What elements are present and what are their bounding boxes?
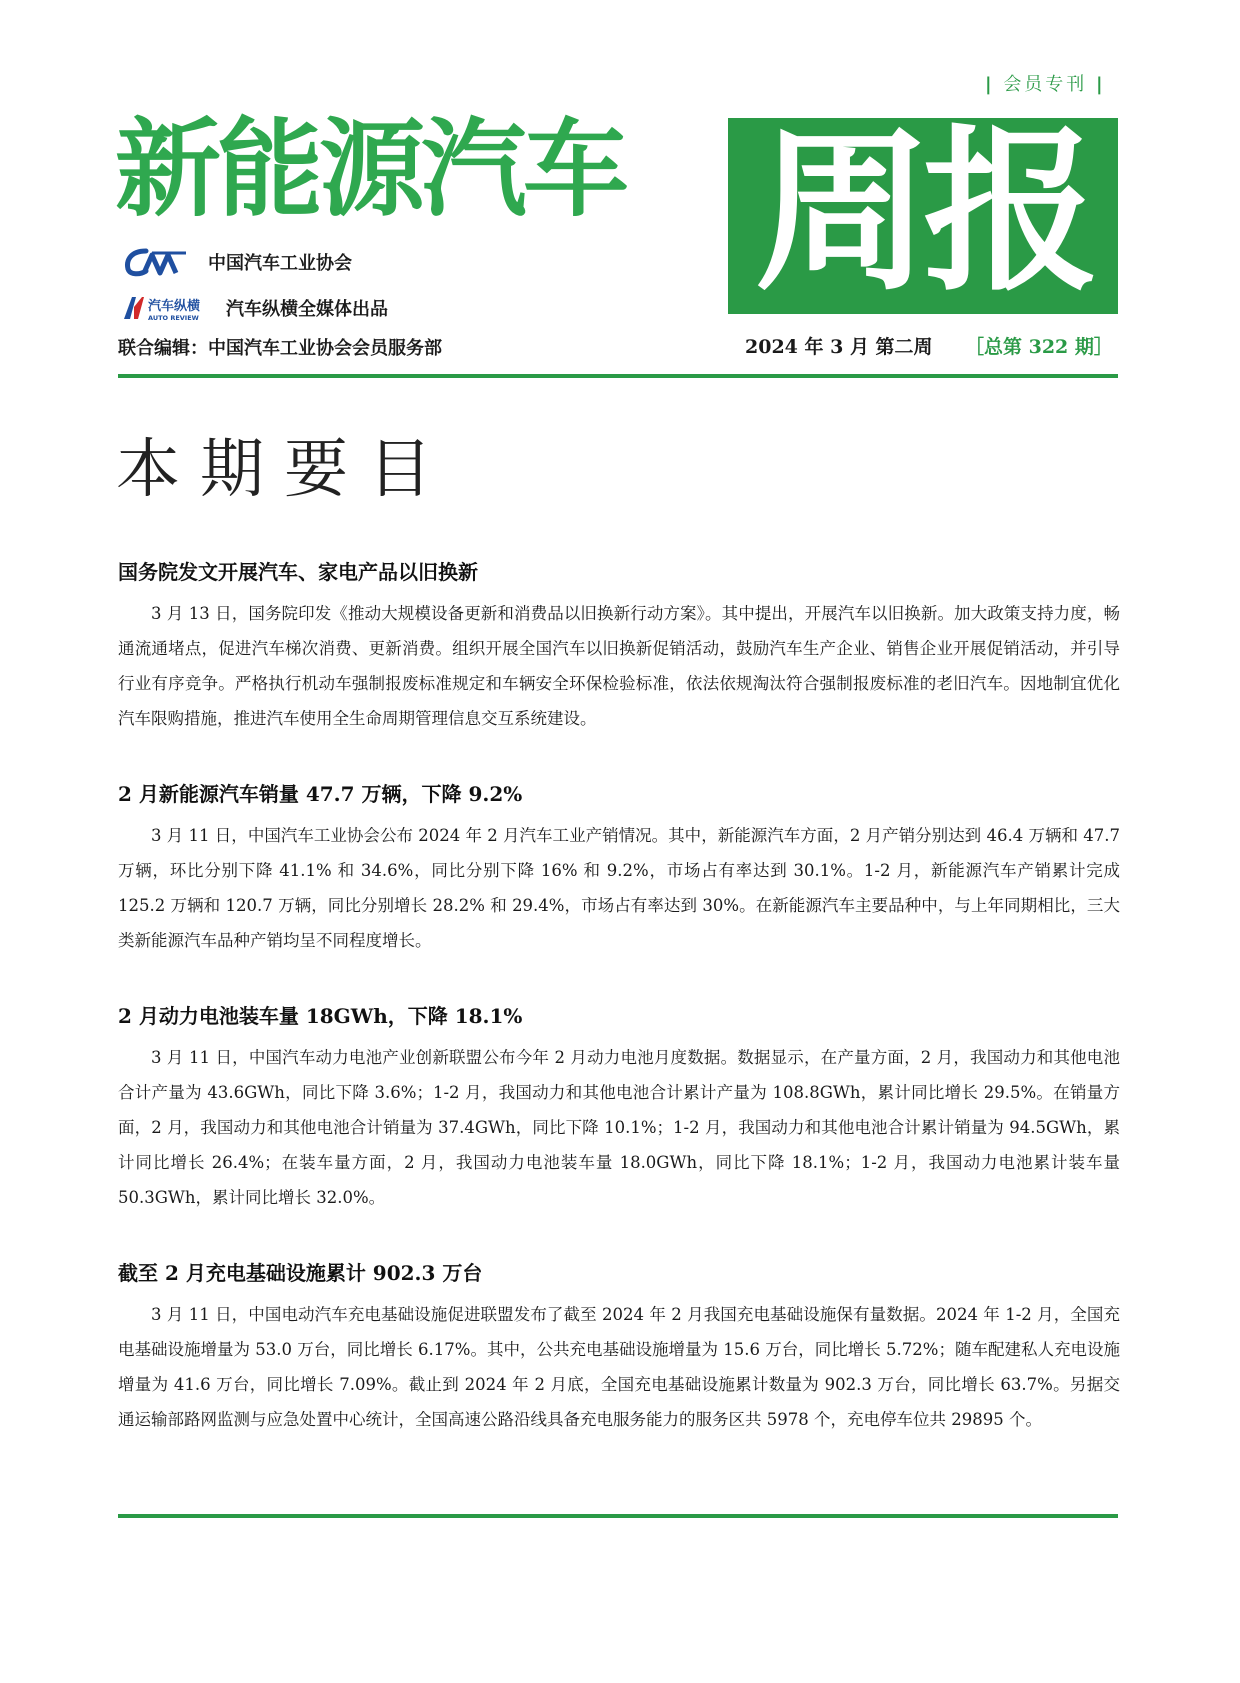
article-item — [118, 1259, 1120, 1437]
tag-left-bar: | — [985, 74, 995, 95]
article-title: 2 月新能源汽车销量 47.7 万辆，下降 9.2% — [118, 782, 523, 806]
article-body: 3 月 13 日，国务院印发《推动大规模设备更新和消费品以旧换新行动方案》。其中提出，开展汽车以旧换新。加大政策支持力度，畅通流通堵点，促进汽车梯次消费、更新消费。组织开展全国汽车以旧换新促销活动，鼓励汽车生产企业、销售企业开展促销活动，并引导行业有序竞争。严格执行机动车强制报废标准规定和车辆安全环保检验标准，依法依规淘汰符合强制报废标准的老旧汽车。因地制宜优化汽车限购措施，推进汽车使用全生命周期管理信息交互系统建设。 — [118, 604, 1120, 728]
article-item — [118, 558, 1120, 736]
auto-review-logo-icon — [122, 293, 220, 323]
article-list — [118, 558, 1120, 1481]
publication-title: 新能源汽车 — [115, 108, 625, 231]
weekly-badge-text: 周报 — [754, 110, 1091, 315]
article-item — [118, 1002, 1120, 1215]
joint-editor-line: 联合编辑：中国汽车工业协会会员服务部 — [118, 338, 442, 359]
org-caam-name: 中国汽车工业协会 — [208, 253, 352, 274]
svg-text:汽车纵横: 汽车纵横 — [148, 299, 201, 314]
header-divider — [118, 374, 1118, 378]
org-caam-row — [122, 247, 352, 277]
article-item — [118, 780, 1120, 958]
article-title: 国务院发文开展汽车、家电产品以旧换新 — [118, 560, 478, 584]
article-title: 截至 2 月充电基础设施累计 902.3 万台 — [118, 1261, 483, 1285]
section-title: 本期要目 — [116, 433, 452, 507]
article-body: 3 月 11 日，中国汽车动力电池产业创新联盟公布今年 2 月动力电池月度数据。数据显示，在产量方面，2 月，我国动力和其他电池合计产量为 43.6GWh，同比下降 3.6%；1-2 月，我国动力和其他电池合计累计产量为 108.8GWh，累计同比增长 29.5%。在销量方面，2 月，我国动力和其他电池合计销量为 37.4GWh，同比下降 10.1%；1-2 月，我国动力和其他电池合计累计销量为 94.5GWh，累计同比增长 26.4%；在装车量方面，2 月，我国动力电池装车量 18.0GWh，同比下降 18.1%；1-2 月，我国动力电池累计装车量 50.3GWh，累计同比增长 32.0%。 — [118, 1048, 1120, 1207]
member-edition-label: 会员专刊 — [1003, 74, 1088, 95]
tag-right-bar: | — [1096, 74, 1106, 95]
svg-text:AUTO REVIEW: AUTO REVIEW — [148, 314, 199, 322]
issue-number: ［总第 322 期］ — [965, 336, 1113, 358]
article-body: 3 月 11 日，中国电动汽车充电基础设施促进联盟发布了截至 2024 年 2 月我国充电基础设施保有量数据。2024 年 1-2 月，全国充电基础设施增量为 53.0 万台，同比增长 6.17%。其中，公共充电基础设施增量为 15.6 万台，同比增长 5.72%；随车配建私人充电设施增量为 41.6 万台，同比增长 7.09%。截止到 2024 年 2 月底，全国充电基础设施累计数量为 902.3 万台，同比增长 63.7%。另据交通运输部路网监测与应急处置中心统计，全国高速公路沿线具备充电服务能力的服务区共 5978 个，充电停车位共 29895 个。 — [118, 1305, 1120, 1429]
org-autoreview-name: 汽车纵横全媒体出品 — [226, 299, 388, 320]
article-body: 3 月 11 日，中国汽车工业协会公布 2024 年 2 月汽车工业产销情况。其中，新能源汽车方面，2 月产销分别达到 46.4 万辆和 47.7 万辆，环比分别下降 41.1% 和 34.6%，同比分别下降 16% 和 9.2%，市场占有率达到 30.1%。1-2 月，新能源汽车产销累计完成 125.2 万辆和 120.7 万辆，同比分别增长 28.2% 和 29.4%，市场占有率达到 30%。在新能源汽车主要品种中，与上年同期相比，三大类新能源汽车品种产销均呈不同程度增长。 — [118, 826, 1120, 950]
footer-divider — [118, 1514, 1118, 1518]
issue-date: 2024 年 3 月 第二周 — [745, 336, 933, 358]
member-edition-tag — [985, 70, 1106, 96]
org-autoreview-row — [122, 293, 388, 323]
caam-logo-icon — [122, 247, 192, 277]
article-title: 2 月动力电池装车量 18GWh，下降 18.1% — [118, 1004, 523, 1028]
